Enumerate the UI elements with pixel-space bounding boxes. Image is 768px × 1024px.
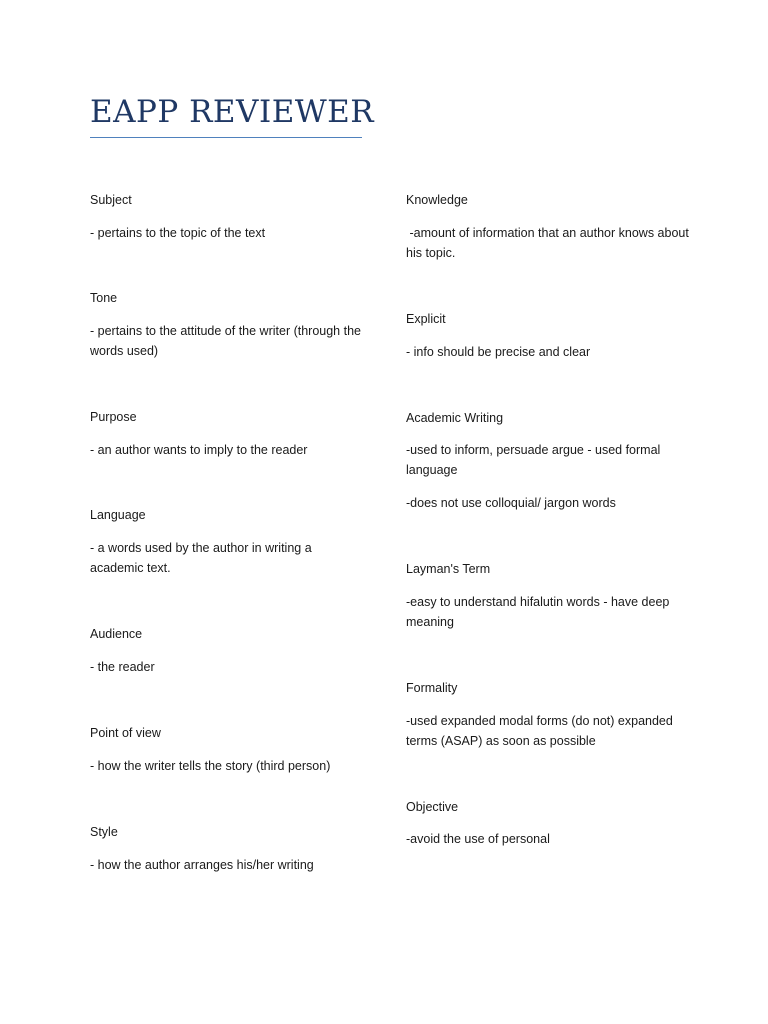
term-audience: Audience — [90, 627, 143, 641]
term-knowledge: Knowledge — [406, 193, 468, 207]
term-style: Style — [90, 825, 118, 839]
term-subject: Subject — [90, 193, 132, 207]
term-laymans-term: Layman's Term — [406, 562, 491, 576]
definition-laymans-term: -easy to understand hifalutin words - have deep meaning — [406, 595, 670, 629]
definition-subject: - pertains to the topic of the text — [90, 226, 266, 240]
term-purpose: Purpose — [90, 410, 137, 424]
definition-explicit: - info should be precise and clear — [406, 345, 591, 359]
definition-language: - a words used by the author in writing a academic text. — [90, 541, 312, 575]
definition-audience: - the reader — [90, 660, 155, 674]
definition-point-of-view: - how the writer tells the story (third person) — [90, 759, 331, 773]
term-formality: Formality — [406, 681, 458, 695]
term-language: Language — [90, 508, 146, 522]
definition-academic-writing-2: -does not use colloquial/ jargon words — [406, 496, 616, 510]
term-explicit: Explicit — [406, 312, 446, 326]
definition-knowledge: -amount of information that an author knows about his topic. — [406, 226, 693, 260]
definition-tone: - pertains to the attitude of the writer (through the words used) — [90, 324, 361, 358]
title-underline — [90, 137, 362, 138]
term-objective: Objective — [406, 800, 459, 814]
term-tone: Tone — [90, 291, 118, 305]
term-point-of-view: Point of view — [90, 726, 161, 740]
definition-formality: -used expanded modal forms (do not) expanded terms (ASAP) as soon as possible — [406, 714, 673, 748]
document-title: EAPP REVIEWER — [90, 94, 375, 130]
definition-academic-writing-1: -used to inform, persuade argue - used formal language — [406, 443, 661, 477]
definition-purpose: - an author wants to imply to the reader — [90, 443, 308, 457]
definition-objective: -avoid the use of personal — [406, 832, 550, 846]
term-academic-writing: Academic Writing — [406, 411, 504, 425]
definition-style: - how the author arranges his/her writing — [90, 858, 314, 872]
